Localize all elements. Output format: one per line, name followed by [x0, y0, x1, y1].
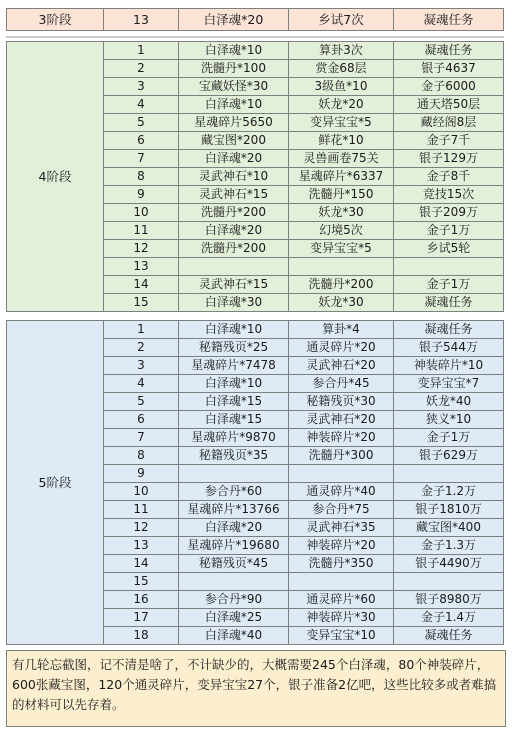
task-cell: 洗髓丹*300	[289, 447, 394, 465]
reward-cell: 星魂碎片*7478	[179, 357, 289, 375]
table-row	[7, 321, 504, 339]
round-number: 4	[104, 375, 179, 393]
reward-cell: 银子8980万	[394, 591, 504, 609]
task-cell: 通灵碎片*40	[289, 483, 394, 501]
task-cell: 妖龙*30	[289, 204, 394, 222]
task-cell: 通灵碎片*20	[289, 339, 394, 357]
round-number: 2	[104, 339, 179, 357]
reward-cell: 白泽魂*40	[179, 627, 289, 645]
task-cell: 灵武神石*20	[289, 411, 394, 429]
stage4-table	[6, 41, 504, 312]
stage-label: 4阶段	[7, 42, 104, 312]
reward-cell: 金子1万	[394, 429, 504, 447]
reward-cell: 白泽魂*10	[179, 321, 289, 339]
reward-cell: 灵武神石*10	[179, 168, 289, 186]
round-number: 4	[104, 96, 179, 114]
stage3-table	[6, 8, 504, 31]
reward-cell: 金子1.4万	[394, 609, 504, 627]
reward-cell: 通天塔50层	[394, 96, 504, 114]
reward-cell: 凝魂任务	[394, 294, 504, 312]
reward-cell: 银子1810万	[394, 501, 504, 519]
stage-label: 5阶段	[7, 321, 104, 645]
reward-cell: 宝藏妖怪*30	[179, 78, 289, 96]
reward-cell: 白泽魂*15	[179, 411, 289, 429]
reward-cell: 凝魂任务	[394, 9, 504, 31]
stage5-table	[6, 320, 504, 645]
reward-cell: 参合丹*60	[179, 483, 289, 501]
reward-cell: 银子129万	[394, 150, 504, 168]
round-number: 14	[104, 276, 179, 294]
reward-cell: 竞技15次	[394, 186, 504, 204]
reward-cell	[179, 465, 289, 483]
reward-cell: 白泽魂*20	[179, 150, 289, 168]
round-number: 7	[104, 429, 179, 447]
round-number: 9	[104, 465, 179, 483]
reward-cell: 凝魂任务	[394, 627, 504, 645]
reward-cell: 狭义*10	[394, 411, 504, 429]
round-number: 13	[104, 9, 179, 31]
reward-cell: 金子1.2万	[394, 483, 504, 501]
section-divider	[6, 36, 504, 38]
reward-cell: 银子4637	[394, 60, 504, 78]
task-cell: 灵武神石*20	[289, 357, 394, 375]
task-cell: 算卦3次	[289, 42, 394, 60]
reward-cell: 星魂碎片*13766	[179, 501, 289, 519]
reward-cell: 星魂碎片*19680	[179, 537, 289, 555]
round-number: 11	[104, 222, 179, 240]
reward-cell: 金子1.3万	[394, 537, 504, 555]
task-cell: 参合丹*75	[289, 501, 394, 519]
reward-cell: 金子1万	[394, 276, 504, 294]
round-number: 6	[104, 132, 179, 150]
round-number: 15	[104, 573, 179, 591]
round-number: 10	[104, 483, 179, 501]
task-cell	[289, 258, 394, 276]
reward-cell: 藏宝图*200	[179, 132, 289, 150]
task-cell: 洗髓丹*350	[289, 555, 394, 573]
reward-cell: 银子4490万	[394, 555, 504, 573]
task-cell	[289, 465, 394, 483]
reward-cell: 银子629万	[394, 447, 504, 465]
reward-cell: 凝魂任务	[394, 321, 504, 339]
round-number: 16	[104, 591, 179, 609]
reward-cell: 参合丹*90	[179, 591, 289, 609]
task-cell: 妖龙*20	[289, 96, 394, 114]
reward-cell: 白泽魂*15	[179, 393, 289, 411]
reward-cell	[179, 258, 289, 276]
round-number: 9	[104, 186, 179, 204]
round-number: 3	[104, 357, 179, 375]
round-number: 15	[104, 294, 179, 312]
reward-cell: 银子209万	[394, 204, 504, 222]
task-cell: 通灵碎片*60	[289, 591, 394, 609]
stage-label: 3阶段	[7, 9, 104, 31]
task-cell: 变异宝宝*5	[289, 114, 394, 132]
round-number: 6	[104, 411, 179, 429]
task-cell: 神装碎片*30	[289, 609, 394, 627]
reward-cell: 藏经阁8层	[394, 114, 504, 132]
task-cell: 神装碎片*20	[289, 429, 394, 447]
round-number: 18	[104, 627, 179, 645]
round-number: 12	[104, 519, 179, 537]
task-cell: 洗髓丹*150	[289, 186, 394, 204]
round-number: 8	[104, 447, 179, 465]
task-cell: 赏金68层	[289, 60, 394, 78]
reward-cell: 白泽魂*30	[179, 294, 289, 312]
reward-cell: 秘籍残页*25	[179, 339, 289, 357]
reward-cell: 星魂碎片5650	[179, 114, 289, 132]
reward-cell: 秘籍残页*45	[179, 555, 289, 573]
task-cell: 变异宝宝*10	[289, 627, 394, 645]
reward-cell: 白泽魂*20	[179, 222, 289, 240]
reward-cell: 洗髓丹*200	[179, 240, 289, 258]
round-number: 5	[104, 114, 179, 132]
reward-cell: 白泽魂*10	[179, 96, 289, 114]
round-number: 2	[104, 60, 179, 78]
round-number: 1	[104, 42, 179, 60]
reward-cell: 银子544万	[394, 339, 504, 357]
round-number: 11	[104, 501, 179, 519]
reward-cell: 白泽魂*25	[179, 609, 289, 627]
round-number: 13	[104, 258, 179, 276]
reward-cell	[394, 573, 504, 591]
reward-cell: 金子1万	[394, 222, 504, 240]
reward-cell: 秘籍残页*35	[179, 447, 289, 465]
round-number: 13	[104, 537, 179, 555]
task-cell: 算卦*4	[289, 321, 394, 339]
task-cell: 乡试7次	[289, 9, 394, 31]
reward-cell: 凝魂任务	[394, 42, 504, 60]
round-number: 3	[104, 78, 179, 96]
reward-cell: 白泽魂*10	[179, 375, 289, 393]
reward-cell	[179, 573, 289, 591]
reward-cell: 洗髓丹*200	[179, 204, 289, 222]
round-number: 17	[104, 609, 179, 627]
reward-cell: 金子7千	[394, 132, 504, 150]
task-cell: 鲜花*10	[289, 132, 394, 150]
stage3-row	[7, 9, 504, 31]
task-cell: 星魂碎片*6337	[289, 168, 394, 186]
reward-cell: 变异宝宝*7	[394, 375, 504, 393]
table-row	[7, 42, 504, 60]
reward-cell: 星魂碎片*9870	[179, 429, 289, 447]
round-number: 8	[104, 168, 179, 186]
task-cell: 灵兽画卷75关	[289, 150, 394, 168]
task-cell: 灵武神石*35	[289, 519, 394, 537]
task-cell: 幻境5次	[289, 222, 394, 240]
reward-cell: 白泽魂*10	[179, 42, 289, 60]
round-number: 1	[104, 321, 179, 339]
reward-cell: 神装碎片*10	[394, 357, 504, 375]
task-cell: 变异宝宝*5	[289, 240, 394, 258]
round-number: 12	[104, 240, 179, 258]
reward-cell: 白泽魂*20	[179, 519, 289, 537]
reward-cell: 金子6000	[394, 78, 504, 96]
task-cell: 妖龙*30	[289, 294, 394, 312]
reward-cell: 妖龙*40	[394, 393, 504, 411]
round-number: 5	[104, 393, 179, 411]
reward-cell: 藏宝图*400	[394, 519, 504, 537]
task-cell	[289, 573, 394, 591]
task-cell: 神装碎片*20	[289, 537, 394, 555]
reward-cell: 灵武神石*15	[179, 276, 289, 294]
round-number: 14	[104, 555, 179, 573]
reward-cell: 洗髓丹*100	[179, 60, 289, 78]
reward-cell: 乡试5轮	[394, 240, 504, 258]
round-number: 10	[104, 204, 179, 222]
reward-cell: 灵武神石*15	[179, 186, 289, 204]
task-cell: 3级鱼*10	[289, 78, 394, 96]
reward-cell: 白泽魂*20	[179, 9, 289, 31]
reward-cell: 金子8千	[394, 168, 504, 186]
task-cell: 洗髓丹*200	[289, 276, 394, 294]
reward-cell	[394, 465, 504, 483]
note-text: 有几轮忘截图，记不清是啥了，不计缺少的，大概需要245个白泽魂，80个神装碎片，600张藏宝图，120个通灵碎片，变异宝宝27个，银子准备2亿吧，这些比较多或者难搞的材料可以先存着。	[6, 650, 506, 727]
round-number: 7	[104, 150, 179, 168]
task-cell: 秘籍残页*30	[289, 393, 394, 411]
task-cell: 参合丹*45	[289, 375, 394, 393]
reward-cell	[394, 258, 504, 276]
